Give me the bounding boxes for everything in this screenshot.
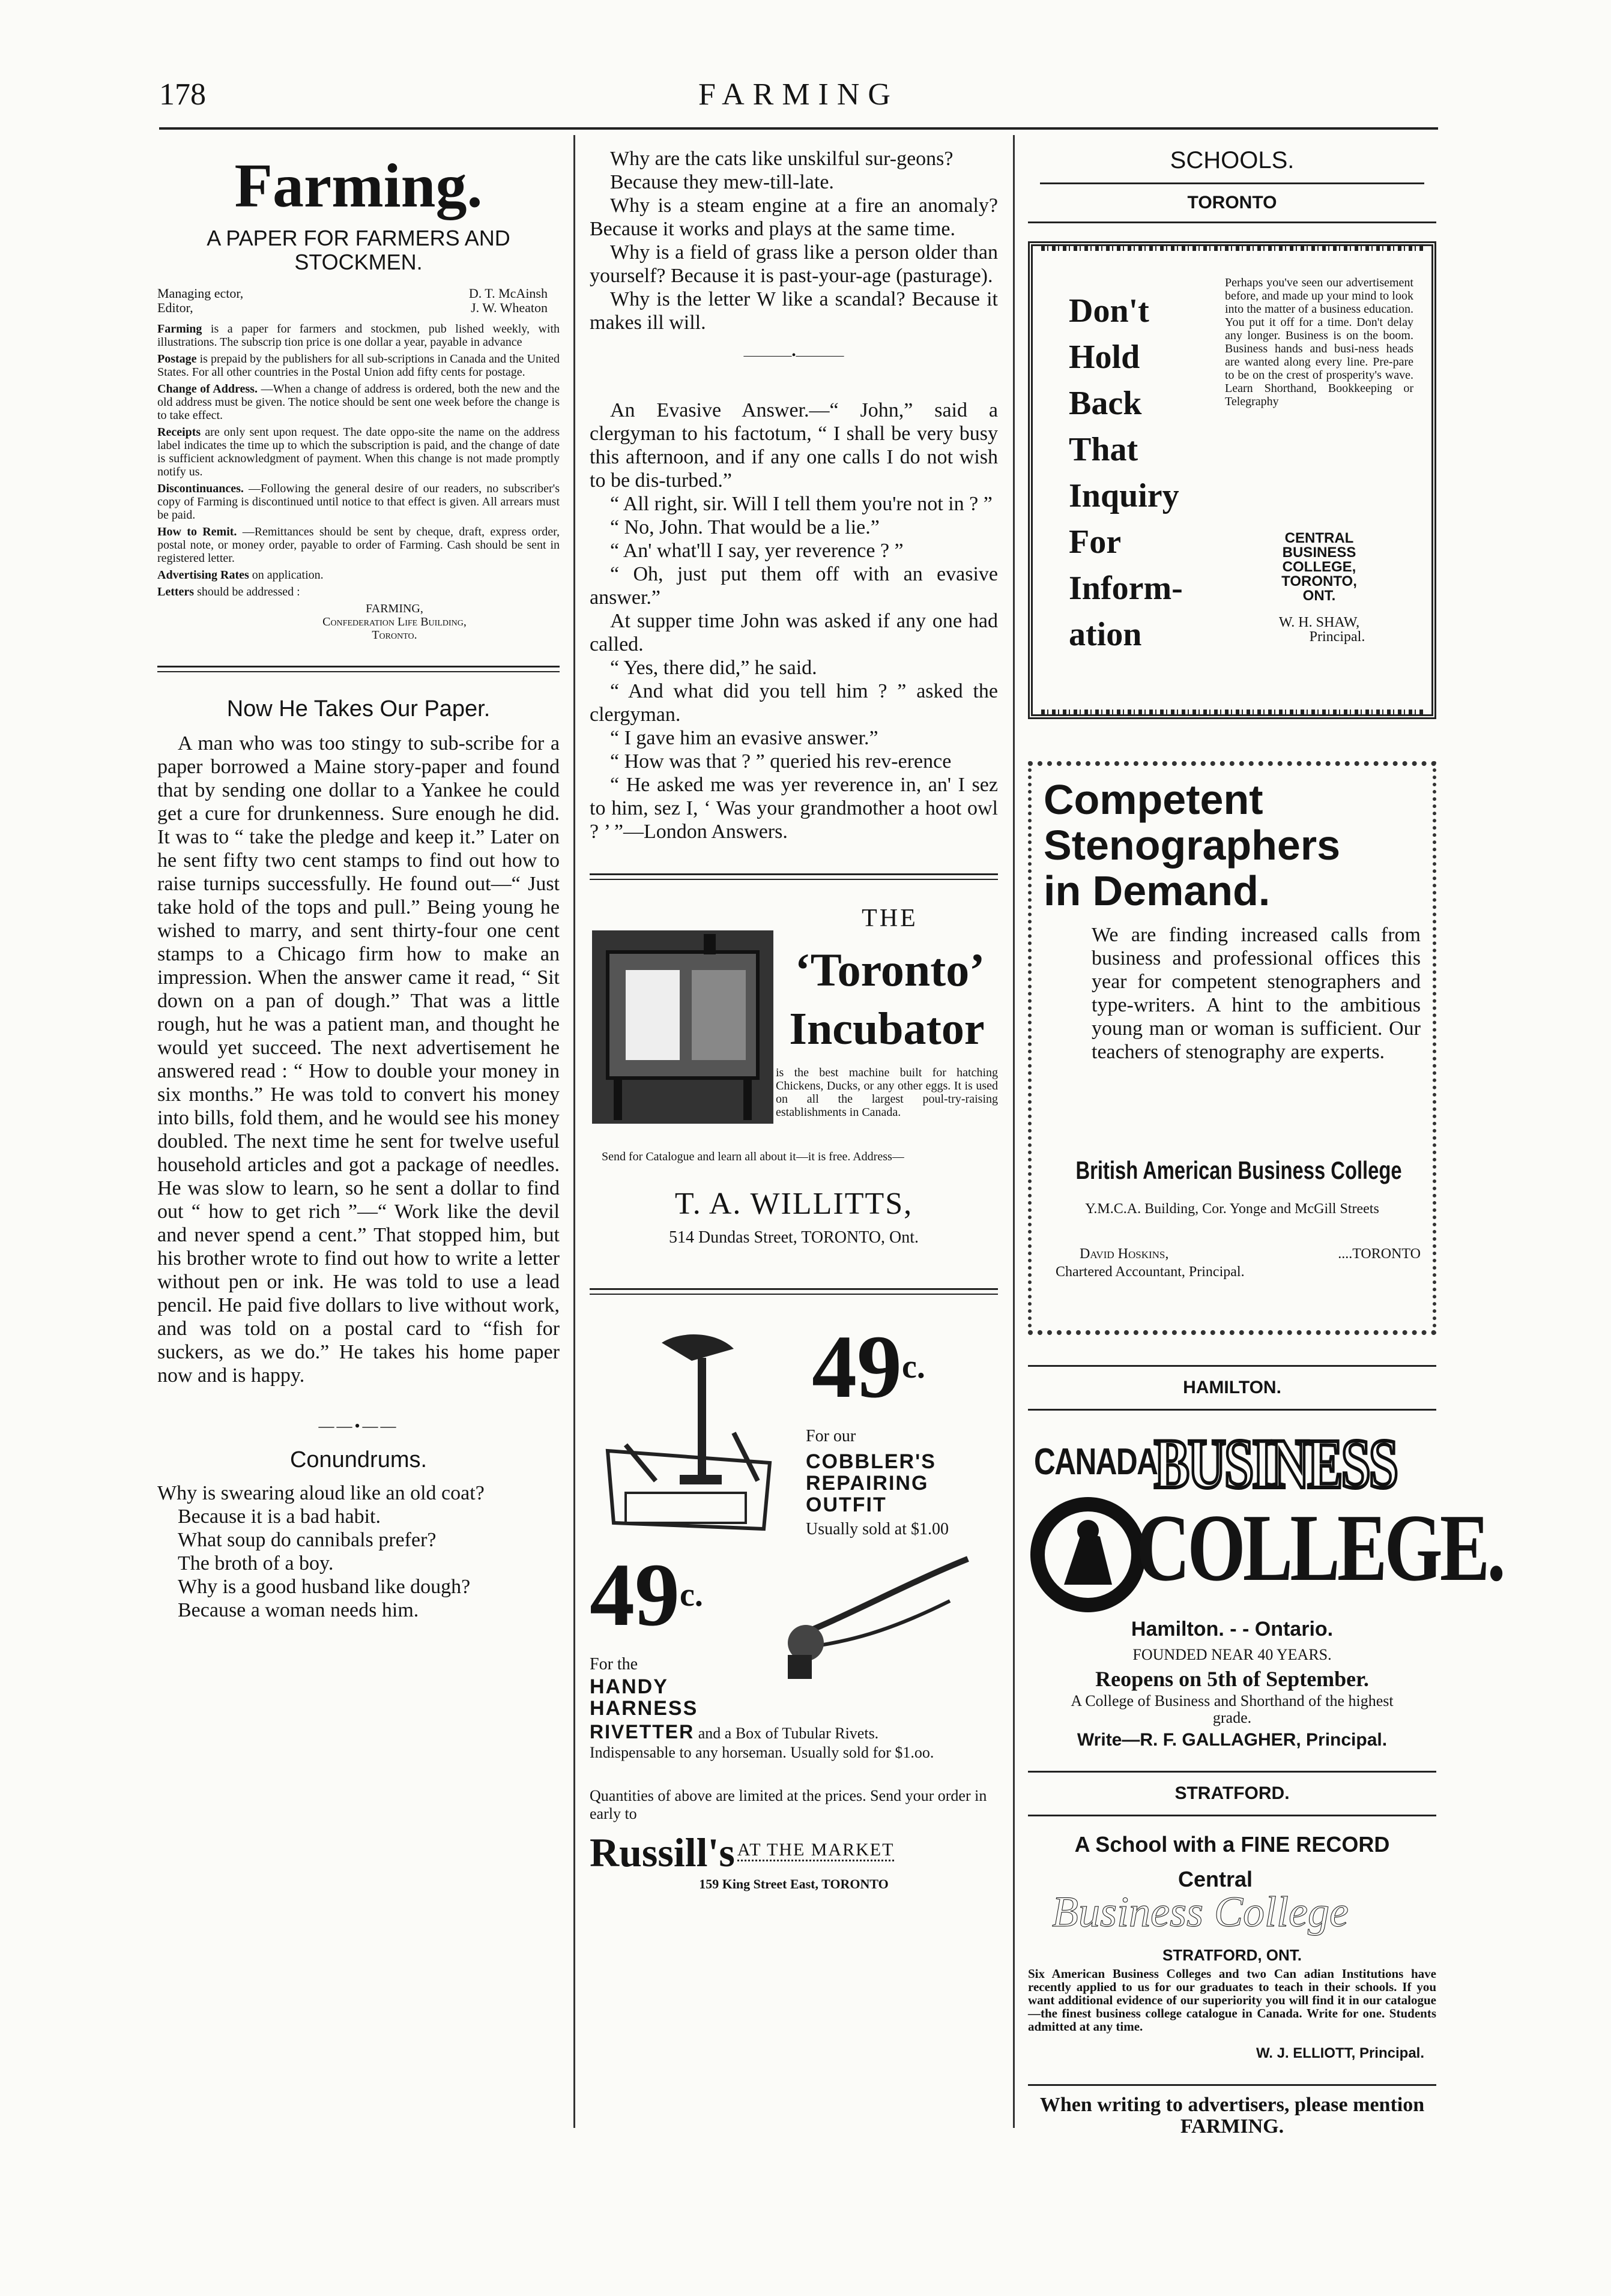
notice — [157, 482, 560, 522]
notice-text: is a paper for farmers and stockmen, pub lished weekly, with illustrations. The subscrip tion price is one dollar a year, payable in advance — [157, 322, 560, 349]
evasive-answer-story — [590, 399, 998, 843]
page-number: 178 — [159, 77, 206, 112]
big-word: Inform- — [1069, 570, 1183, 607]
notice-text: —When a change of address is ordered, both the new and the old address must be given. The notice should be sent one week before the change is to take effect. — [157, 382, 560, 422]
riddle: Why is a field of grass like a person older than yourself? Because it is past-your-age (pasturage). — [590, 241, 998, 287]
baco-address: Y.M.C.A. Building, Cor. Yonge and McGill Streets — [1085, 1201, 1379, 1217]
incubator-name: ‘Toronto’ — [794, 944, 985, 996]
notice-head: Change of Address. — [157, 382, 258, 396]
central-body: Perhaps you've seen our advertisement before, and made up your mind to look into the matter of a business education. You put it off for a time. Don't delay any longer. Business is on the boom. Business hands and busi-ness heads are wanted along every line. Pre-pare to be on the crest of prosperity's wave. Learn Shorthand, Bookkeeping or Telegraphy — [1225, 276, 1413, 408]
column-1 — [157, 141, 560, 1622]
notice — [157, 322, 560, 349]
rule — [1040, 182, 1424, 184]
evasive-lead: An Evasive Answer. — [610, 399, 809, 421]
big-word: Back — [1069, 385, 1142, 422]
notice-text: is prepaid by the publishers for all sub-scriptions in Canada and the United States. For all other countries in the Postal Union add fifty cents for postage. — [157, 352, 560, 379]
cbc-business: BUSINESS — [1154, 1424, 1397, 1503]
cbc-college: COLLEGE. — [1136, 1494, 1503, 1601]
stratford-logo-script: Business College — [1052, 1888, 1349, 1936]
page-header — [159, 77, 1438, 125]
address-line: Toronto. — [372, 628, 417, 642]
incubator-the: THE — [862, 905, 918, 932]
staff-name: J. W. Wheaton — [471, 300, 548, 315]
conundrum-question: What soup do cannibals prefer? — [178, 1529, 437, 1551]
story-body — [157, 732, 560, 1387]
notice-text: —Remittances should be sent by cheque, draft, express order, postal note, or money order, payable to order of Farming. Cash should be sent in registered letter. — [157, 525, 560, 565]
conundrum-question: Why is swearing aloud like an old coat? — [157, 1482, 485, 1504]
riddle: Why is a steam engine at a fire an anomaly? Because it works and plays at the same time. — [590, 194, 998, 240]
big-word: Inquiry — [1069, 477, 1179, 514]
incubator-product: Incubator — [789, 1004, 985, 1054]
story-title: Now He Takes Our Paper. — [226, 696, 491, 722]
canada-business-college-ad — [1028, 1424, 1503, 1750]
notice — [157, 426, 560, 478]
evasive-paragraph: “ I gave him an evasive answer.” — [610, 727, 878, 749]
staff-row — [157, 286, 560, 301]
college-line: BUSINESS — [1282, 544, 1356, 561]
notice-text: —Following the general desire of our readers, no subscriber's copy of Farming is discontinued until notice to that effect is given. All arrears must be paid. — [157, 482, 560, 522]
central-college-name — [1225, 531, 1413, 603]
notice-text: should be addressed : — [197, 585, 300, 598]
evasive-paragraph: “ Oh, just put them off with an evasive answer.” — [590, 563, 998, 609]
notice-text: on application. — [252, 568, 324, 582]
central-principal — [1225, 615, 1413, 644]
price-cents: c. — [902, 1348, 925, 1385]
store-address: 159 King Street East, TORONTO — [699, 1876, 889, 1891]
evasive-paragraph: “ An' what'll I say, yer reverence ? ” — [610, 540, 904, 562]
college-line: CENTRAL — [1284, 530, 1354, 546]
price-value: 49 — [590, 1545, 680, 1645]
section-rule — [590, 1288, 998, 1295]
cbc-founded: FOUNDED NEAR 40 YEARS. — [1132, 1646, 1332, 1663]
baco-body: We are finding increased calls from business and professional offices this year for competent stenographers and type-writers. A hint to the ambitious young man or woman is sufficient. Our teachers of stenography are experts. — [1092, 924, 1421, 1063]
incubator-body: is the best machine built for hatching Chickens, Ducks, or any other eggs. It is used on all the largest poul-try-raising establishments in Canada. — [776, 1066, 998, 1119]
limited-note: Quantities of above are limited at the prices. Send your order in early to — [590, 1787, 987, 1822]
for-our-label: For our — [806, 1427, 856, 1445]
headline-line: in Demand. — [1044, 867, 1271, 914]
rule — [1028, 221, 1436, 223]
rule — [1028, 1815, 1436, 1816]
russill-ad — [590, 1307, 998, 1835]
rivetter-line — [590, 1721, 998, 1743]
riddle: Why are the cats like unskilful sur-geons? — [610, 148, 954, 170]
publisher-notices — [157, 322, 560, 598]
rivetter-name: RIVETTER — [590, 1721, 695, 1743]
central-college-ad — [1028, 241, 1436, 719]
college-line: TORONTO, — [1281, 573, 1357, 589]
evasive-paragraph: “ No, John. That would be a lie.” — [610, 516, 880, 538]
ornament-divider: ——•—— — [318, 1417, 399, 1435]
incubator-illustration — [590, 928, 776, 1126]
address-line: Confederation Life Building, — [322, 615, 467, 628]
stratford-place: STRATFORD, ONT. — [1162, 1946, 1302, 1964]
store-name: Russill's — [590, 1830, 735, 1875]
stratford-logo-central: Central — [1178, 1867, 1253, 1891]
riddle: Why is the letter W like a scandal? Because it makes ill will. — [590, 288, 998, 334]
big-word: That — [1069, 431, 1138, 468]
stratford-ad — [1028, 1832, 1436, 2096]
notice-head: How to Remit. — [157, 525, 237, 538]
cobbler-outfit-illustration — [590, 1325, 794, 1553]
story-paragraph: A man who was too stingy to sub-scribe for a paper borrowed a Maine story-paper and found that by sending one dollar to a Yankee he could get a cure for drunkenness. Sure enough he did. It was to “ take the pledge and keep it.” Later on he sent fifty two cent stamps to find out how to raise turnips successfully. He found out—“ Just take hold of the tops and pull.” Being young he wished to marry, and sent thirty-four one cent stamps to a Chicago firm how to make an impression. When the answer came it read, “ Sit down on a pan of dough.” That was a little rough, hut he was a patient man, and thought he would yet succeed. The next advertisement he answered read : “ How to double your money in six months.” He was told to convert his money into bills, fold them, and he would see his money doubled. The next time he sent for twelve useful household articles and got a package of needles. He was slow to learn, so he sent a dollar to find out “ how to get rich ”—“ Work like the devil and never spend a cent.” That stopped him, but his brother wrote to find out how to write a letter without pen or ink. He was told to use a lead pencil. He paid five dollars to live without work, and was told on a postal card to “fish for suckers, as we do.” He takes his home paper now and is happy. — [157, 732, 560, 1387]
conundrum-answer: The broth of a boy. — [178, 1552, 334, 1574]
incubator-ad — [590, 892, 998, 1282]
column-2 — [590, 141, 998, 1892]
conundrums-title: Conundrums. — [289, 1447, 428, 1472]
stratford-headline: A School with a FINE RECORD — [1074, 1832, 1390, 1857]
price-cents: c. — [680, 1576, 703, 1614]
harness-rivetter-illustration — [770, 1547, 986, 1685]
rule — [1028, 1365, 1436, 1367]
conundrum-answer: Because a woman needs him. — [178, 1599, 419, 1621]
evasive-paragraph: “ All right, sir. Will I tell them you're not in ? ” — [610, 493, 993, 515]
incubator-address: 514 Dundas Street, TORONTO, Ont. — [668, 1228, 919, 1247]
evasive-paragraph: “ He asked me was yer reverence in, an' I sez to him, sez I, ‘ Was your grandmother a hoot owl ? ’ ”—London Answers. — [590, 774, 998, 843]
notice — [157, 352, 560, 379]
rivetter-extra: and a Box of Tubular Rivets. — [698, 1725, 879, 1742]
stratford-label: STRATFORD. — [1174, 1783, 1290, 1803]
notice-head: Postage — [157, 352, 197, 366]
notice — [157, 568, 560, 582]
section-rule — [590, 873, 998, 880]
baco-principal-row — [1056, 1246, 1421, 1262]
mailing-address — [229, 602, 560, 642]
cbc-reopens: Reopens on 5th of September. — [1095, 1667, 1369, 1691]
conundrum-answer: Because it is a bad habit. — [178, 1505, 381, 1528]
rule — [1028, 1409, 1436, 1411]
evasive-text: —“ John,” said a clergyman to his factotum, “ I shall be very busy this afternoon, and if any one calls I do not wish to be dis-turbed.” — [590, 399, 998, 492]
column-divider-1 — [573, 135, 575, 2128]
big-word: ation — [1069, 616, 1142, 653]
baco-college-name: British American Business College — [1075, 1156, 1402, 1184]
evasive-paragraph: “ And what did you tell him ? ” asked the clergyman. — [590, 680, 998, 726]
evasive-paragraph: At supper time John was asked if any one had called. — [590, 610, 998, 655]
advertiser-mention-note: When writing to advertisers, please mention FARMING. — [1039, 2094, 1425, 2138]
price-rivetter — [590, 1545, 703, 1645]
cbc-desc: A College of Business and Shorthand of the highest grade. — [1071, 1692, 1394, 1726]
principal-name: David Hoskins, — [1080, 1246, 1169, 1262]
college-line: COLLEGE, — [1282, 559, 1356, 575]
header-rule — [159, 127, 1438, 130]
british-american-ad — [1028, 761, 1436, 1335]
for-the-label: For the — [590, 1655, 638, 1674]
incubator-advertiser: T. A. WILLITTS, — [674, 1187, 913, 1221]
staff-name: D. T. McAinsh — [468, 286, 548, 301]
stratford-body: Six American Business Colleges and two Can adian Institutions have recently applied to us for our graduates to teach in their schools. If you want additional evidence of our superiority you will find it in our catalogue—the finest business college catalogue in Canada. Write for one. Students admitted at any time. — [1028, 1966, 1436, 2034]
notice-head: Receipts — [157, 426, 201, 439]
russill-footer — [590, 1829, 998, 1892]
section-rule — [157, 666, 560, 672]
price-cobbler — [812, 1317, 925, 1417]
staff-row — [157, 301, 560, 315]
column-3 — [1028, 141, 1503, 2138]
stratford-principal: W. J. ELLIOTT, Principal. — [1256, 2045, 1424, 2061]
at-the-market: AT THE MARKET — [737, 1840, 895, 1861]
cobbler-usual-price: Usually sold at $1.00 — [806, 1520, 949, 1538]
cbc-write: Write—R. F. GALLAGHER, Principal. — [1077, 1730, 1388, 1750]
conundrum-question: Why is a good husband like dough? — [178, 1576, 471, 1598]
notice-text: are only sent upon request. The date oppo-site the name on the address label indicates the time up to which the subscription is paid, and the change of date is sufficient acknowledgment of payment. When this change is not made promptly notify us. — [157, 426, 560, 478]
notice-head: Farming — [157, 322, 202, 336]
big-word: For — [1069, 523, 1122, 561]
rule — [1028, 1771, 1436, 1773]
principal-name: W. H. SHAW, — [1278, 615, 1360, 630]
ornament-divider: ————•———— — [743, 349, 844, 362]
headline-line: Stenographers — [1044, 822, 1340, 869]
cbc-location: Hamilton. - - Ontario. — [1131, 1618, 1334, 1641]
baco-principal-title: Chartered Accountant, Principal. — [1056, 1264, 1245, 1280]
cbc-canada: CANADA — [1034, 1441, 1158, 1483]
tagline: A PAPER FOR FARMERS AND STOCKMEN. — [207, 226, 510, 274]
baco-headline — [1044, 777, 1340, 914]
address-line: FARMING, — [366, 602, 423, 615]
beaver-emblem-icon — [1028, 1495, 1148, 1615]
evasive-paragraph: “ Yes, there did,” he said. — [610, 657, 817, 679]
riddles — [590, 147, 998, 334]
notice — [157, 525, 560, 565]
evasive-paragraph: “ How was that ? ” queried his rev-erence — [610, 750, 952, 773]
conundrums-list — [157, 1481, 560, 1622]
rivetter-item: HANDY HARNESS — [590, 1675, 698, 1720]
hamilton-label: HAMILTON. — [1183, 1378, 1281, 1397]
running-title: FARMING — [698, 77, 899, 112]
big-word: Hold — [1069, 339, 1140, 376]
notice-head: Letters — [157, 585, 195, 598]
toronto-label: TORONTO — [1187, 193, 1277, 212]
evasive-paragraph — [590, 399, 998, 492]
border-ornament — [1041, 710, 1423, 714]
cobbler-item: COBBLER'S REPAIRING OUTFIT — [806, 1450, 936, 1516]
staff-role: Editor, — [157, 300, 193, 315]
notice — [157, 585, 560, 598]
schools-title: SCHOOLS. — [1170, 147, 1295, 173]
masthead: Farming. — [234, 151, 483, 220]
notice — [157, 382, 560, 422]
rivetter-desc: Indispensable to any horseman. Usually sold for $1.oo. — [590, 1744, 934, 1761]
column-divider-2 — [1013, 135, 1015, 2128]
big-word: Don't — [1069, 292, 1149, 330]
price-value: 49 — [812, 1317, 902, 1417]
college-line: ONT. — [1302, 588, 1336, 604]
big-words — [1069, 288, 1183, 658]
principal-title: Principal. — [1309, 629, 1365, 645]
city-label: ....TORONTO — [1338, 1246, 1421, 1262]
riddle: Because they mew-till-late. — [610, 171, 834, 193]
staff-role: Managing ector, — [157, 286, 244, 301]
notice-head: Advertising Rates — [157, 568, 249, 582]
headline-line: Competent — [1044, 776, 1263, 823]
staff-list — [157, 286, 560, 315]
border-ornament — [1041, 246, 1423, 251]
notice-head: Discontinuances. — [157, 482, 244, 495]
incubator-send: Send for Catalogue and learn all about it—it is free. Address— — [602, 1150, 904, 1163]
